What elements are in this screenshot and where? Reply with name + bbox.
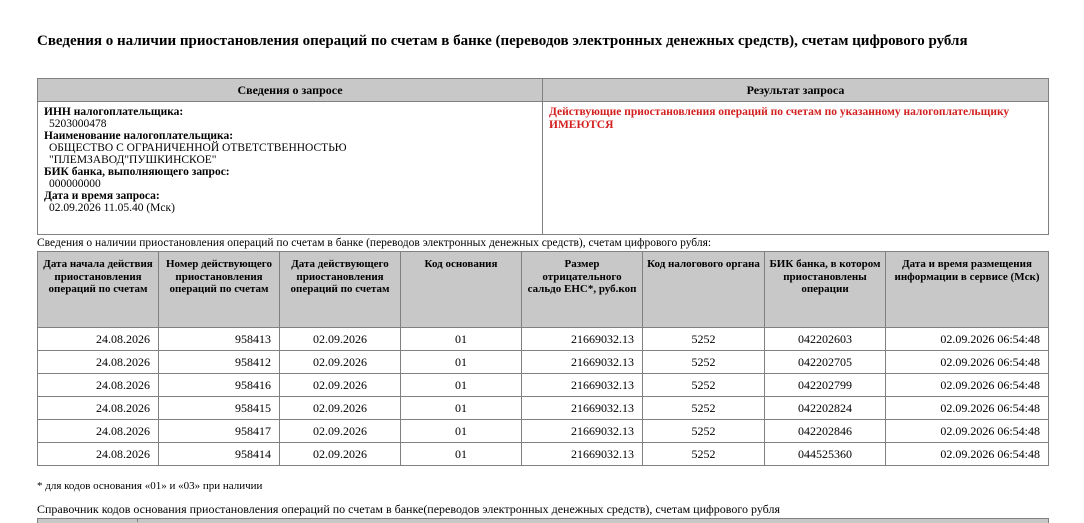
table-row (38, 374, 1049, 397)
request-info-cell (38, 102, 543, 235)
inn-value: 5203000478 (49, 118, 107, 130)
reference-table-divider (137, 518, 138, 522)
table-cell: 958416 (159, 374, 280, 397)
table-cell: 958415 (159, 397, 280, 420)
suspensions-table (37, 251, 1049, 466)
table-cell: 21669032.13 (522, 420, 643, 443)
request-result-header: Результат запроса (543, 79, 1049, 102)
table-cell: 042202824 (765, 397, 886, 420)
taxpayer-name-label: Наименование налогоплательщика: (44, 130, 234, 142)
table-cell: 24.08.2026 (38, 374, 159, 397)
table-cell: 24.08.2026 (38, 420, 159, 443)
table-cell: 042202846 (765, 420, 886, 443)
column-header: БИК банка, в котором приостановлены операции (765, 252, 886, 328)
request-result-cell (543, 102, 1049, 235)
reference-caption: Справочник кодов основания приостановления операций по счетам в банке(переводов электронных денежных средств), счетам цифрового рубля (37, 502, 780, 516)
table-row (38, 351, 1049, 374)
table-cell: 5252 (643, 374, 765, 397)
table-cell: 5252 (643, 328, 765, 351)
table-cell: 02.09.2026 06:54:48 (886, 351, 1049, 374)
table-row (38, 420, 1049, 443)
document-title: Сведения о наличии приостановления операций по счетам в банке (переводов электронных денежных средств), счетам цифрового рубля (37, 33, 968, 49)
footnote: * для кодов основания «01» и «03» при наличии (37, 480, 263, 492)
table-row (38, 397, 1049, 420)
table-cell: 02.09.2026 (280, 351, 401, 374)
column-header: Код основания (401, 252, 522, 328)
reference-table-header (37, 518, 1049, 523)
table-cell: 02.09.2026 06:54:48 (886, 443, 1049, 466)
table-cell: 01 (401, 351, 522, 374)
table-cell: 958414 (159, 443, 280, 466)
table-cell: 01 (401, 397, 522, 420)
table-cell: 02.09.2026 06:54:48 (886, 374, 1049, 397)
table-cell: 02.09.2026 (280, 397, 401, 420)
table-cell: 02.09.2026 (280, 374, 401, 397)
operations-caption: Сведения о наличии приостановления операций по счетам в банке (переводов электронных денежных средств), счетам цифрового рубля: (37, 237, 712, 249)
taxpayer-name-line-2: "ПЛЕМЗАВОД"ПУШКИНСКОЕ" (49, 154, 217, 166)
table-cell: 01 (401, 420, 522, 443)
table-cell: 042202603 (765, 328, 886, 351)
table-cell: 21669032.13 (522, 351, 643, 374)
table-cell: 21669032.13 (522, 328, 643, 351)
table-cell: 958412 (159, 351, 280, 374)
request-date-value: 02.09.2026 11.05.40 (Мск) (49, 202, 175, 214)
inn-label: ИНН налогоплательщика: (44, 106, 184, 118)
column-header: Дата действующего приостановления операций по счетам (280, 252, 401, 328)
table-cell: 02.09.2026 06:54:48 (886, 397, 1049, 420)
table-cell: 24.08.2026 (38, 397, 159, 420)
table-cell: 24.08.2026 (38, 351, 159, 374)
table-cell: 042202705 (765, 351, 886, 374)
table-cell: 24.08.2026 (38, 328, 159, 351)
table-cell: 02.09.2026 (280, 443, 401, 466)
column-header: Дата и время размещения информации в сервисе (Мск) (886, 252, 1049, 328)
result-alert-text: Действующие приостановления операций по счетам по указанному налогоплательщику ИМЕЮТСЯ (549, 106, 1010, 131)
table-cell: 21669032.13 (522, 374, 643, 397)
table-cell: 5252 (643, 351, 765, 374)
table-cell: 042202799 (765, 374, 886, 397)
request-date-label: Дата и время запроса: (44, 190, 160, 202)
table-header-row (38, 252, 1049, 328)
table-cell: 02.09.2026 (280, 328, 401, 351)
request-info-table (37, 78, 1049, 235)
column-header: Номер действующего приостановления операций по счетам (159, 252, 280, 328)
table-row (38, 443, 1049, 466)
table-cell: 5252 (643, 397, 765, 420)
column-header: Код налогового органа (643, 252, 765, 328)
table-cell: 02.09.2026 06:54:48 (886, 328, 1049, 351)
table-cell: 01 (401, 443, 522, 466)
table-cell: 958413 (159, 328, 280, 351)
table-cell: 24.08.2026 (38, 443, 159, 466)
table-cell: 01 (401, 374, 522, 397)
table-cell: 21669032.13 (522, 397, 643, 420)
table-cell: 958417 (159, 420, 280, 443)
column-header: Размер отрицательного сальдо ЕНС*, руб.коп (522, 252, 643, 328)
taxpayer-name-line-1: ОБЩЕСТВО С ОГРАНИЧЕННОЙ ОТВЕТСТВЕННОСТЬЮ (49, 142, 347, 154)
table-cell: 02.09.2026 (280, 420, 401, 443)
bik-value: 000000000 (49, 178, 101, 190)
request-info-header: Сведения о запросе (38, 79, 543, 102)
table-cell: 5252 (643, 443, 765, 466)
table-row (38, 328, 1049, 351)
table-cell: 044525360 (765, 443, 886, 466)
table-cell: 01 (401, 328, 522, 351)
table-cell: 21669032.13 (522, 443, 643, 466)
bik-label: БИК банка, выполняющего запрос: (44, 166, 230, 178)
column-header: Дата начала действия приостановления операций по счетам (38, 252, 159, 328)
table-cell: 02.09.2026 06:54:48 (886, 420, 1049, 443)
table-cell: 5252 (643, 420, 765, 443)
